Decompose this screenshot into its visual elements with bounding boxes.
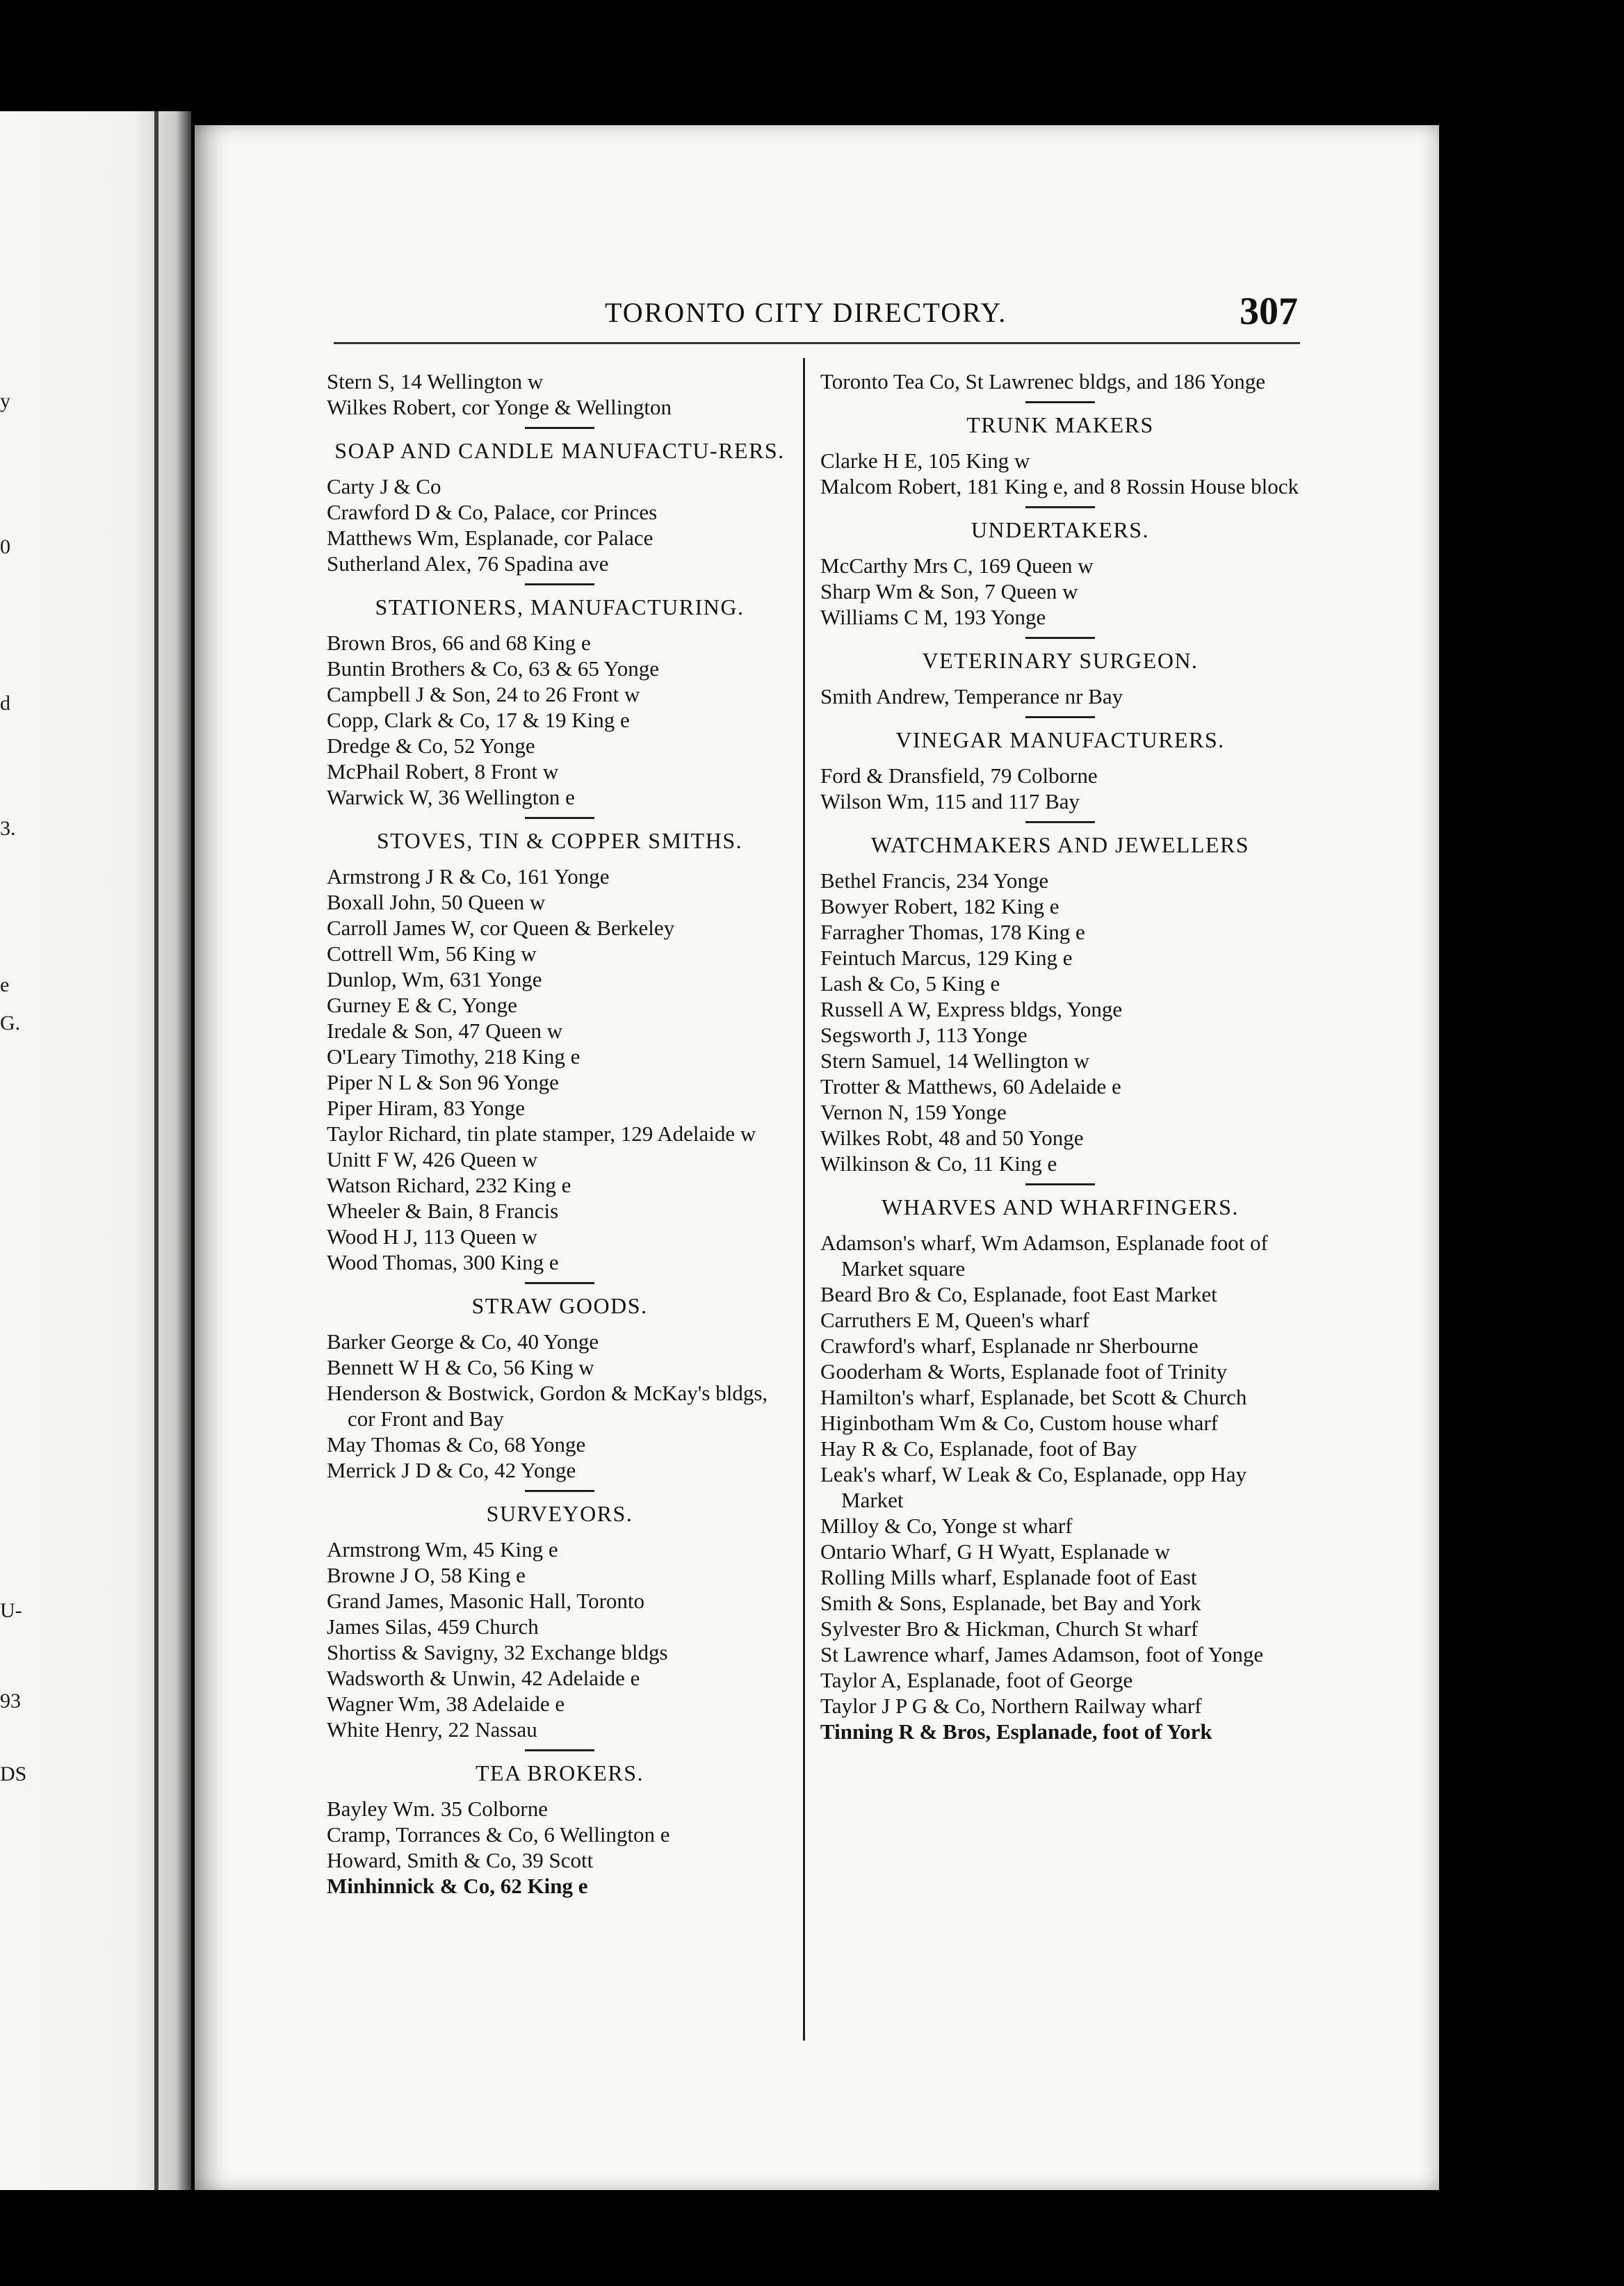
directory-entry: Grand James, Masonic Hall, Toronto xyxy=(327,1589,645,1613)
directory-entry: Bayley Wm. 35 Colborne xyxy=(327,1797,548,1821)
directory-entry: Stern Samuel, 14 Wellington w xyxy=(820,1048,1089,1073)
directory-entry: Hay R & Co, Esplanade, foot of Bay xyxy=(820,1436,1137,1461)
page-number: 307 xyxy=(1240,290,1298,333)
directory-entry: Dredge & Co, 52 Yonge xyxy=(327,733,535,758)
directory-entry: Sylvester Bro & Hickman, Church St wharf xyxy=(820,1616,1199,1641)
directory-entry: James Silas, 459 Church xyxy=(327,1614,539,1639)
margin-fragment: y xyxy=(0,389,10,412)
section-heading: WATCHMAKERS AND JEWELLERS xyxy=(870,832,1250,857)
section-wharves xyxy=(820,1194,1300,1744)
directory-entry: Tinning R & Bros, Esplanade, foot of York xyxy=(820,1719,1212,1744)
directory-entry: Campbell J & Son, 24 to 26 Front w xyxy=(327,682,640,706)
directory-entry: Higinbotham Wm & Co, Custom house wharf xyxy=(820,1411,1219,1435)
section-soap-candle xyxy=(327,437,793,576)
section-rule xyxy=(525,583,594,585)
directory-entry: Shortiss & Savigny, 32 Exchange bldgs xyxy=(327,1640,668,1664)
margin-fragment: 93 xyxy=(0,1689,21,1712)
directory-entry: Piper Hiram, 83 Yonge xyxy=(327,1096,526,1120)
section-heading: STOVES, TIN & COPPER SMITHS. xyxy=(376,828,743,853)
section-heading: SOAP AND CANDLE MANUFACTU-RERS. xyxy=(334,438,785,463)
directory-entry: Howard, Smith & Co, 39 Scott xyxy=(327,1848,594,1872)
directory-entry: Brown Bros, 66 and 68 King e xyxy=(327,631,591,655)
directory-entry: Unitt F W, 426 Queen w xyxy=(327,1147,538,1172)
section-heading: VINEGAR MANUFACTURERS. xyxy=(895,727,1225,752)
directory-entry: Wilkinson & Co, 11 King e xyxy=(820,1151,1057,1176)
margin-fragment: 0 xyxy=(0,535,10,558)
directory-entry: Bennett W H & Co, 56 King w xyxy=(327,1355,594,1379)
directory-entry: Matthews Wm, Esplanade, cor Palace xyxy=(327,526,653,550)
directory-entry: Toronto Tea Co, St Lawrenec bldgs, and 186 Yonge xyxy=(820,369,1265,394)
directory-entry: Segsworth J, 113 Yonge xyxy=(820,1023,1028,1047)
running-title: TORONTO CITY DIRECTORY. xyxy=(605,297,1007,328)
section-rule xyxy=(525,1749,594,1751)
directory-entry: Barker George & Co, 40 Yonge xyxy=(327,1329,599,1354)
directory-entry: Wadsworth & Unwin, 42 Adelaide e xyxy=(327,1666,640,1690)
directory-entry: Cottrell Wm, 56 King w xyxy=(327,941,537,966)
directory-entry: Piper N L & Son 96 Yonge xyxy=(327,1070,559,1094)
section-heading: SURVEYORS. xyxy=(486,1501,633,1526)
directory-entry: Bowyer Robert, 182 King e xyxy=(820,894,1059,918)
section-rule xyxy=(1025,821,1095,823)
directory-entry: Browne J O, 58 King e xyxy=(327,1563,526,1587)
section-rule xyxy=(525,817,594,819)
directory-entry: Wagner Wm, 38 Adelaide e xyxy=(327,1692,565,1716)
directory-entry: Crawford D & Co, Palace, cor Princes xyxy=(327,500,658,524)
right-column xyxy=(820,368,1300,1744)
section-heading: UNDERTAKERS. xyxy=(971,517,1150,542)
directory-entry: Leak's wharf, W Leak & Co, Esplanade, opp Hay Market xyxy=(820,1462,1247,1512)
directory-entry: Carruthers E M, Queen's wharf xyxy=(820,1308,1089,1332)
section-rule xyxy=(1025,506,1095,508)
margin-fragment: e xyxy=(0,973,10,996)
directory-entry: Clarke H E, 105 King w xyxy=(820,448,1030,473)
directory-entry: Dunlop, Wm, 631 Yonge xyxy=(327,967,542,991)
directory-entry: Ontario Wharf, G H Wyatt, Esplanade w xyxy=(820,1539,1171,1564)
section-undertakers xyxy=(820,517,1300,630)
directory-entry: Armstrong J R & Co, 161 Yonge xyxy=(327,864,610,889)
directory-entry: Smith & Sons, Esplanade, bet Bay and York xyxy=(820,1591,1201,1615)
directory-entry: Merrick J D & Co, 42 Yonge xyxy=(327,1458,576,1482)
directory-entry: Taylor A, Esplanade, foot of George xyxy=(820,1668,1133,1692)
section-tea-brokers xyxy=(327,1760,793,1899)
directory-entry: Henderson & Bostwick, Gordon & McKay's bldgs, cor Front and Bay xyxy=(327,1381,768,1431)
facing-page-edge xyxy=(0,111,191,2190)
directory-entry: Warwick W, 36 Wellington e xyxy=(327,785,575,809)
section-heading: WHARVES AND WHARFINGERS. xyxy=(882,1194,1239,1219)
directory-entry: Wheeler & Bain, 8 Francis xyxy=(327,1199,559,1223)
directory-entry: Crawford's wharf, Esplanade nr Sherbourne xyxy=(820,1334,1199,1358)
directory-entry: Wood H J, 113 Queen w xyxy=(327,1224,537,1249)
directory-entry: Milloy & Co, Yonge st wharf xyxy=(820,1514,1073,1538)
directory-entry: McPhail Robert, 8 Front w xyxy=(327,759,559,784)
directory-entry: Carroll James W, cor Queen & Berkeley xyxy=(327,916,675,940)
directory-entry: Bethel Francis, 234 Yonge xyxy=(820,868,1049,893)
directory-entry: May Thomas & Co, 68 Yonge xyxy=(327,1432,586,1457)
directory-entry: Farragher Thomas, 178 King e xyxy=(820,920,1085,944)
section-trunk-makers xyxy=(820,412,1300,499)
section-rule xyxy=(1025,716,1095,718)
directory-entry: Minhinnick & Co, 62 King e xyxy=(327,1874,588,1898)
section-heading: TRUNK MAKERS xyxy=(966,412,1154,437)
directory-entry: Trotter & Matthews, 60 Adelaide e xyxy=(820,1074,1121,1099)
directory-entry: Russell A W, Express bldgs, Yonge xyxy=(820,997,1123,1021)
directory-entry: Sutherland Alex, 76 Spadina ave xyxy=(327,551,609,576)
continuation-entries xyxy=(327,368,793,420)
directory-entry: Malcom Robert, 181 King e, and 8 Rossin House block xyxy=(820,474,1299,498)
section-rule xyxy=(525,1282,594,1284)
directory-entry: Lash & Co, 5 King e xyxy=(820,971,1000,996)
section-rule xyxy=(1025,401,1095,403)
section-rule xyxy=(1025,637,1095,639)
directory-entry: Rolling Mills wharf, Esplanade foot of East xyxy=(820,1565,1197,1589)
directory-entry: Watson Richard, 232 King e xyxy=(327,1173,571,1197)
directory-entry: Gooderham & Worts, Esplanade foot of Trinity xyxy=(820,1359,1228,1384)
directory-entry: St Lawrence wharf, James Adamson, foot of Yonge xyxy=(820,1642,1264,1667)
directory-entry: McCarthy Mrs C, 169 Queen w xyxy=(820,553,1094,578)
margin-fragment: G. xyxy=(0,1012,21,1035)
directory-entry: Armstrong Wm, 45 King e xyxy=(327,1537,558,1562)
continuation-entries xyxy=(820,368,1300,394)
directory-entry: Wilkes Robert, cor Yonge & Wellington xyxy=(327,395,672,419)
directory-entry: Wood Thomas, 300 King e xyxy=(327,1250,559,1274)
margin-fragment: d xyxy=(0,692,10,715)
left-column xyxy=(327,368,793,1899)
directory-entry: Williams C M, 193 Yonge xyxy=(820,605,1046,629)
margin-fragment: 3. xyxy=(0,817,16,840)
directory-entry: Iredale & Son, 47 Queen w xyxy=(327,1019,563,1043)
directory-entry: Gurney E & C, Yonge xyxy=(327,993,517,1017)
directory-entry: Taylor Richard, tin plate stamper, 129 Adelaide w xyxy=(327,1121,756,1146)
column-divider xyxy=(803,358,805,2041)
header-rule xyxy=(334,342,1300,344)
directory-entry: Copp, Clark & Co, 17 & 19 King e xyxy=(327,708,630,732)
section-veterinary xyxy=(820,647,1300,709)
section-heading: TEA BROKERS. xyxy=(475,1760,644,1785)
margin-fragment: DS xyxy=(0,1762,27,1785)
margin-fragment: U- xyxy=(0,1599,22,1622)
binding-gutter xyxy=(154,111,159,2190)
directory-entry: Adamson's wharf, Wm Adamson, Esplanade foot of Market square xyxy=(820,1231,1268,1281)
directory-entry: Beard Bro & Co, Esplanade, foot East Market xyxy=(820,1282,1217,1306)
directory-entry: Buntin Brothers & Co, 63 & 65 Yonge xyxy=(327,656,659,681)
directory-entry: Taylor J P G & Co, Northern Railway wharf xyxy=(820,1694,1202,1718)
directory-entry: Feintuch Marcus, 129 King e xyxy=(820,946,1073,970)
directory-entry: White Henry, 22 Nassau xyxy=(327,1717,537,1742)
directory-entry: Sharp Wm & Son, 7 Queen w xyxy=(820,579,1078,603)
section-stoves xyxy=(327,827,793,1275)
directory-entry: Ford & Dransfield, 79 Colborne xyxy=(820,763,1098,788)
directory-entry: Hamilton's wharf, Esplanade, bet Scott & Church xyxy=(820,1385,1247,1409)
section-rule xyxy=(525,1490,594,1492)
section-rule xyxy=(525,427,594,429)
directory-entry: Wilkes Robt, 48 and 50 Yonge xyxy=(820,1126,1084,1150)
directory-entry: O'Leary Timothy, 218 King e xyxy=(327,1044,580,1069)
directory-entry: Vernon N, 159 Yonge xyxy=(820,1100,1007,1124)
directory-entry: Wilson Wm, 115 and 117 Bay xyxy=(820,789,1080,813)
directory-entry: Smith Andrew, Temperance nr Bay xyxy=(820,684,1123,708)
directory-entry: Cramp, Torrances & Co, 6 Wellington e xyxy=(327,1822,670,1847)
section-stationers xyxy=(327,594,793,810)
section-watchmakers xyxy=(820,832,1300,1176)
directory-entry: Stern S, 14 Wellington w xyxy=(327,369,544,394)
section-heading: STATIONERS, MANUFACTURING. xyxy=(375,594,745,619)
section-vinegar xyxy=(820,727,1300,814)
directory-entry: Carty J & Co xyxy=(327,474,441,498)
section-heading: VETERINARY SURGEON. xyxy=(922,648,1199,673)
section-heading: STRAW GOODS. xyxy=(471,1293,648,1318)
directory-entry: Boxall John, 50 Queen w xyxy=(327,890,546,914)
section-surveyors xyxy=(327,1500,793,1742)
section-rule xyxy=(1025,1183,1095,1185)
section-straw-goods xyxy=(327,1292,793,1483)
